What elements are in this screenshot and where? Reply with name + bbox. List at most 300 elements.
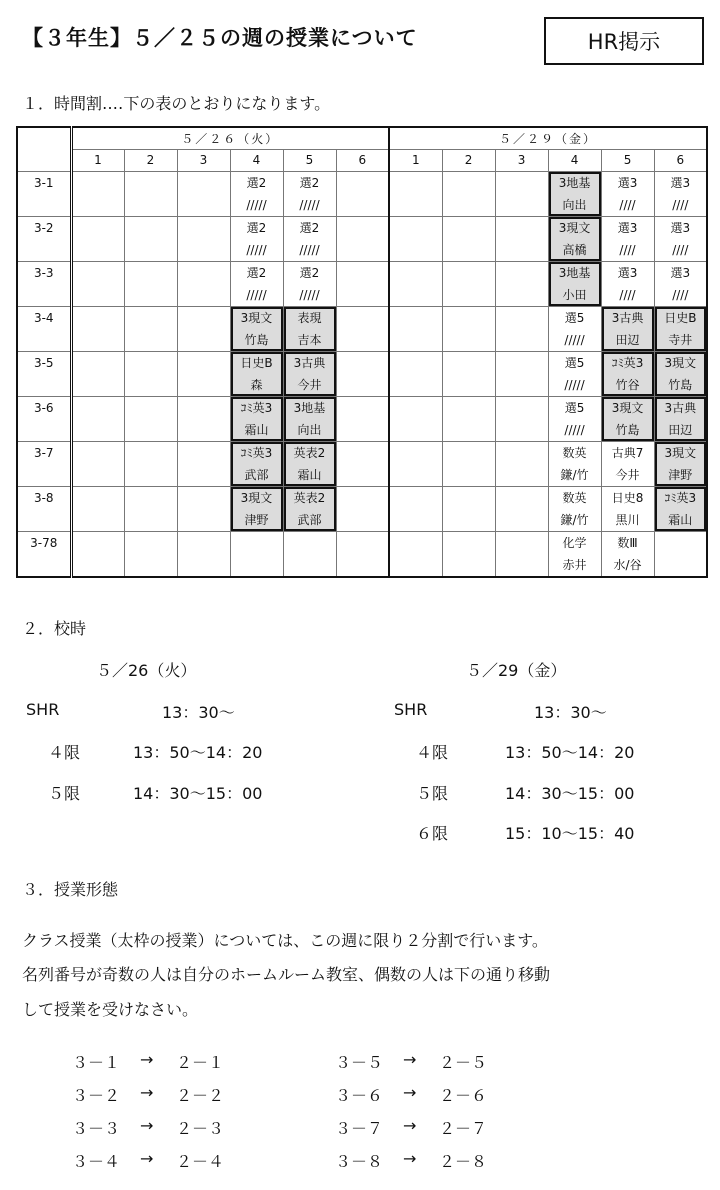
teacher-text: ///// — [246, 287, 267, 302]
subject-text: 3地基 — [558, 265, 591, 280]
subject-text — [390, 397, 442, 419]
timetable-cell — [654, 306, 707, 351]
timetable-cell — [495, 216, 548, 261]
subject-text: 選3 — [617, 220, 638, 235]
subject-text: 選3 — [617, 175, 638, 190]
subject-text — [73, 442, 124, 464]
timetable-cell — [230, 261, 283, 306]
arrow-icon: → — [403, 1116, 417, 1135]
teacher-text: 高橋 — [562, 242, 587, 257]
teacher-text — [390, 239, 442, 261]
period-header: 2 — [124, 149, 177, 171]
table-row — [17, 441, 707, 486]
teacher-text: ///// — [299, 242, 320, 257]
subject-text — [178, 352, 230, 374]
timetable-cell — [336, 486, 389, 531]
teacher-text — [390, 284, 442, 306]
subject-text — [125, 532, 177, 554]
teacher-text: 武部 — [244, 467, 269, 482]
timetable-cell — [177, 531, 230, 577]
timetable-cell — [389, 486, 442, 531]
teacher-text: //// — [672, 287, 689, 302]
teacher-text — [390, 329, 442, 351]
teacher-text — [178, 194, 230, 216]
subject-text — [125, 217, 177, 239]
timetable-cell — [177, 486, 230, 531]
teacher-text: //// — [619, 287, 636, 302]
timetable-cell — [654, 216, 707, 261]
teacher-text — [496, 194, 548, 216]
subject-text: 日史8 — [611, 490, 644, 505]
timetable-cell — [601, 441, 654, 486]
teacher-text: ///// — [564, 332, 585, 347]
subject-text: 3現文 — [240, 490, 273, 505]
subject-text — [73, 172, 124, 194]
period-header: 3 — [495, 149, 548, 171]
teacher-text — [496, 239, 548, 261]
timetable-cell — [389, 171, 442, 216]
subject-text: 数Ⅲ — [617, 535, 638, 550]
teacher-text — [125, 554, 177, 576]
day-header-fri: ５／２９（金） — [389, 127, 707, 149]
subject-text: 選3 — [670, 220, 691, 235]
teacher-text: 向出 — [297, 422, 322, 437]
subject-text — [178, 217, 230, 239]
subject-text — [496, 217, 548, 239]
teacher-text: 津野 — [244, 512, 269, 527]
teacher-text — [443, 284, 495, 306]
arrow-icon: → — [403, 1149, 417, 1168]
arrow-icon: → — [140, 1149, 154, 1168]
timetable-cell — [442, 306, 495, 351]
timetable-cell — [548, 171, 601, 216]
timetable-cell — [495, 396, 548, 441]
timetable-cell — [71, 351, 124, 396]
period-time: 13：50〜14：20 — [505, 743, 635, 762]
timetable-cell — [283, 396, 336, 441]
subject-text: 選3 — [670, 265, 691, 280]
timetable-cell — [654, 441, 707, 486]
subject-text — [73, 397, 124, 419]
teacher-text: 寺井 — [668, 332, 693, 347]
teacher-text — [178, 239, 230, 261]
teacher-text: ///// — [299, 197, 320, 212]
teacher-text — [390, 509, 442, 531]
subject-text — [337, 262, 389, 284]
instruction-line: クラス授業（太枠の授業）については、この週に限り２分割で行います。 — [22, 931, 548, 950]
subject-text — [496, 307, 548, 329]
subject-text — [125, 442, 177, 464]
teacher-text — [73, 509, 124, 531]
subject-text: 選5 — [564, 355, 585, 370]
class-label: 3-2 — [17, 216, 71, 261]
subject-text — [337, 172, 389, 194]
teacher-text: 霜山 — [244, 422, 269, 437]
timetable-cell — [124, 531, 177, 577]
teacher-text — [337, 239, 389, 261]
period-header: 3 — [177, 149, 230, 171]
timetable-cell — [495, 306, 548, 351]
subject-text — [231, 532, 283, 554]
timetable-cell — [124, 441, 177, 486]
subject-text — [390, 352, 442, 374]
subject-text — [178, 307, 230, 329]
teacher-text — [284, 554, 336, 576]
period-name: ５限 — [416, 784, 449, 803]
teacher-text — [125, 464, 177, 486]
class-label: 3-1 — [17, 171, 71, 216]
teacher-text: 武部 — [297, 512, 322, 527]
move-to: ２－２ — [176, 1086, 225, 1105]
teacher-text — [443, 464, 495, 486]
teacher-text: ///// — [246, 242, 267, 257]
teacher-text — [125, 509, 177, 531]
move-to: ２－８ — [439, 1152, 488, 1171]
timetable-cell — [177, 216, 230, 261]
timetable-cell — [336, 216, 389, 261]
teacher-text — [337, 374, 389, 396]
subject-text: 選2 — [299, 175, 320, 190]
period-header: 5 — [283, 149, 336, 171]
period-header: 6 — [336, 149, 389, 171]
bell-day-tue: ５／26（火） — [96, 661, 197, 680]
teacher-text: 水/谷 — [613, 557, 642, 572]
subject-text: 数英 — [562, 490, 587, 505]
timetable-cell — [389, 351, 442, 396]
teacher-text — [73, 284, 124, 306]
subject-text — [73, 262, 124, 284]
timetable-cell — [389, 216, 442, 261]
subject-text — [337, 352, 389, 374]
move-to: ２－７ — [439, 1119, 488, 1138]
move-from: ３－６ — [335, 1086, 384, 1105]
subject-text — [655, 532, 707, 554]
subject-text — [178, 442, 230, 464]
class-label: 3-78 — [17, 531, 71, 577]
timetable-cell — [654, 396, 707, 441]
timetable-cell — [601, 171, 654, 216]
subject-text: 英表2 — [293, 445, 326, 460]
timetable-cell — [654, 171, 707, 216]
teacher-text — [390, 464, 442, 486]
subject-text: ｺﾐ英3 — [240, 400, 273, 415]
timetable-cell — [283, 351, 336, 396]
table-row — [17, 486, 707, 531]
timetable-cell — [548, 531, 601, 577]
teacher-text — [390, 194, 442, 216]
teacher-text — [496, 464, 548, 486]
teacher-text: 赤井 — [562, 557, 587, 572]
move-from: ３－５ — [335, 1053, 384, 1072]
teacher-text: 今井 — [297, 377, 322, 392]
period-header: 1 — [71, 149, 124, 171]
subject-text: 日史B — [240, 355, 273, 370]
table-row — [17, 261, 707, 306]
table-row — [17, 171, 707, 216]
subject-text — [443, 217, 495, 239]
subject-text — [73, 217, 124, 239]
class-label: 3-5 — [17, 351, 71, 396]
timetable-cell — [230, 216, 283, 261]
period-header: 4 — [230, 149, 283, 171]
subject-text — [178, 532, 230, 554]
timetable-cell — [442, 441, 495, 486]
move-from: ３－４ — [72, 1152, 121, 1171]
timetable-cell — [336, 396, 389, 441]
timetable-cell — [230, 396, 283, 441]
timetable-cell — [548, 261, 601, 306]
timetable-cell — [442, 216, 495, 261]
subject-text — [337, 307, 389, 329]
timetable-cell — [124, 396, 177, 441]
timetable-cell — [177, 171, 230, 216]
subject-text — [496, 172, 548, 194]
teacher-text — [178, 329, 230, 351]
subject-text: 3古典 — [611, 310, 644, 325]
period-header: 1 — [389, 149, 442, 171]
teacher-text — [337, 284, 389, 306]
timetable-cell — [283, 261, 336, 306]
subject-text: 選3 — [617, 265, 638, 280]
day-header-tue: ５／２６（火） — [71, 127, 389, 149]
timetable-cell — [71, 171, 124, 216]
subject-text: 3地基 — [293, 400, 326, 415]
teacher-text — [178, 374, 230, 396]
subject-text — [178, 397, 230, 419]
timetable-cell — [548, 351, 601, 396]
instruction-line: 名列番号が奇数の人は自分のホームルーム教室、偶数の人は下の通り移動 — [22, 965, 551, 984]
move-to: ２－６ — [439, 1086, 488, 1105]
move-from: ３－３ — [72, 1119, 121, 1138]
subject-text — [443, 397, 495, 419]
subject-text: 3地基 — [558, 175, 591, 190]
teacher-text: 津野 — [668, 467, 693, 482]
timetable-cell — [230, 171, 283, 216]
teacher-text: 吉本 — [297, 332, 322, 347]
subject-text — [496, 262, 548, 284]
teacher-text: ///// — [564, 422, 585, 437]
teacher-text — [390, 554, 442, 576]
teacher-text — [655, 554, 707, 576]
timetable-cell — [601, 396, 654, 441]
timetable-cell — [71, 306, 124, 351]
subject-text — [496, 352, 548, 374]
arrow-icon: → — [140, 1083, 154, 1102]
teacher-text — [443, 554, 495, 576]
subject-text — [73, 487, 124, 509]
subject-text — [443, 487, 495, 509]
timetable-cell — [495, 486, 548, 531]
teacher-text — [178, 419, 230, 441]
timetable-cell — [71, 441, 124, 486]
timetable-cell — [283, 441, 336, 486]
teacher-text — [443, 239, 495, 261]
subject-text — [443, 262, 495, 284]
subject-text: 選2 — [246, 220, 267, 235]
subject-text — [443, 352, 495, 374]
timetable-cell — [654, 261, 707, 306]
subject-text: 3現文 — [664, 445, 697, 460]
subject-text — [443, 532, 495, 554]
bell-day-fri: ５／29（金） — [466, 661, 567, 680]
subject-text — [390, 217, 442, 239]
arrow-icon: → — [140, 1050, 154, 1069]
subject-text — [73, 532, 124, 554]
teacher-text — [496, 554, 548, 576]
timetable-cell — [548, 216, 601, 261]
subject-text — [496, 397, 548, 419]
timetable-cell — [495, 171, 548, 216]
period-name: ６限 — [416, 824, 449, 843]
timetable-cell — [177, 396, 230, 441]
teacher-text — [125, 374, 177, 396]
subject-text — [337, 397, 389, 419]
teacher-text: 田辺 — [615, 332, 640, 347]
timetable-cell — [177, 306, 230, 351]
move-from: ３－２ — [72, 1086, 121, 1105]
subject-text — [284, 532, 336, 554]
timetable-cell — [177, 351, 230, 396]
teacher-text — [337, 419, 389, 441]
timetable-cell — [601, 261, 654, 306]
period-name: SHR — [394, 700, 428, 719]
teacher-text: 竹島 — [244, 332, 269, 347]
hr-notice-label: HR掲示 — [587, 30, 661, 54]
timetable-cell — [601, 531, 654, 577]
teacher-text: 霜山 — [297, 467, 322, 482]
teacher-text: 鎌/竹 — [560, 467, 589, 482]
subject-text — [73, 352, 124, 374]
teacher-text — [73, 464, 124, 486]
teacher-text — [337, 329, 389, 351]
subject-text — [125, 172, 177, 194]
subject-text: 選5 — [564, 400, 585, 415]
timetable-cell — [124, 216, 177, 261]
timetable-cell — [336, 531, 389, 577]
period-header: 6 — [654, 149, 707, 171]
subject-text: 選2 — [299, 265, 320, 280]
timetable-cell — [654, 531, 707, 577]
timetable-cell — [124, 486, 177, 531]
subject-text: 数英 — [562, 445, 587, 460]
teacher-text: //// — [672, 197, 689, 212]
period-time: 14：30〜15：00 — [505, 784, 635, 803]
teacher-text: 霜山 — [668, 512, 693, 527]
teacher-text — [496, 419, 548, 441]
move-from: ３－７ — [335, 1119, 384, 1138]
teacher-text: 田辺 — [668, 422, 693, 437]
timetable-cell — [230, 486, 283, 531]
timetable-cell — [389, 441, 442, 486]
period-name: SHR — [26, 700, 60, 719]
teacher-text — [443, 509, 495, 531]
teacher-text: 竹島 — [615, 422, 640, 437]
subject-text: 選2 — [246, 265, 267, 280]
teacher-text: 黒川 — [615, 512, 640, 527]
subject-text: 選3 — [670, 175, 691, 190]
period-time: 15：10〜15：40 — [505, 824, 635, 843]
period-time: 13：30〜 — [534, 703, 607, 722]
subject-text — [125, 397, 177, 419]
teacher-text — [337, 509, 389, 531]
subject-text: 3現文 — [611, 400, 644, 415]
class-label: 3-4 — [17, 306, 71, 351]
arrow-icon: → — [403, 1050, 417, 1069]
timetable-cell — [177, 261, 230, 306]
timetable-cell — [548, 441, 601, 486]
teacher-text — [337, 554, 389, 576]
timetable-cell — [230, 441, 283, 486]
timetable-cell — [389, 531, 442, 577]
teacher-text: 鎌/竹 — [560, 512, 589, 527]
timetable-cell — [336, 261, 389, 306]
table-row — [17, 216, 707, 261]
class-label: 3-3 — [17, 261, 71, 306]
timetable-cell — [283, 306, 336, 351]
timetable-cell — [283, 486, 336, 531]
timetable-cell — [336, 171, 389, 216]
move-from: ３－１ — [72, 1053, 121, 1072]
period-header: 4 — [548, 149, 601, 171]
class-label: 3-6 — [17, 396, 71, 441]
teacher-text — [73, 194, 124, 216]
table-row — [17, 531, 707, 577]
section-heading-periods: ２．校時 — [22, 619, 87, 638]
period-header: 5 — [601, 149, 654, 171]
table-row — [17, 351, 707, 396]
teacher-text — [337, 464, 389, 486]
timetable-cell — [548, 486, 601, 531]
period-name: ４限 — [48, 743, 81, 762]
timetable-cell — [124, 261, 177, 306]
subject-text — [337, 487, 389, 509]
teacher-text — [125, 239, 177, 261]
subject-text — [496, 442, 548, 464]
subject-text — [73, 307, 124, 329]
subject-text — [178, 262, 230, 284]
subject-text — [390, 487, 442, 509]
teacher-text: 今井 — [615, 467, 640, 482]
period-name: ４限 — [416, 743, 449, 762]
timetable-cell — [442, 531, 495, 577]
teacher-text — [231, 554, 283, 576]
timetable-cell — [230, 351, 283, 396]
teacher-text: //// — [672, 242, 689, 257]
teacher-text — [73, 419, 124, 441]
teacher-text — [178, 284, 230, 306]
subject-text — [496, 532, 548, 554]
timetable-cell — [389, 306, 442, 351]
timetable-cell — [71, 396, 124, 441]
subject-text — [390, 307, 442, 329]
timetable-cell — [230, 306, 283, 351]
move-from: ３－８ — [335, 1152, 384, 1171]
subject-text — [443, 307, 495, 329]
subject-text: 3古典 — [293, 355, 326, 370]
period-time: 13：50〜14：20 — [133, 743, 263, 762]
subject-text — [390, 172, 442, 194]
page-title: 【３年生】５／２５の週の授業について — [22, 26, 418, 50]
timetable-cell — [124, 306, 177, 351]
timetable-cell — [389, 396, 442, 441]
move-to: ２－１ — [176, 1053, 225, 1072]
timetable-cell — [336, 441, 389, 486]
period-header: 2 — [442, 149, 495, 171]
timetable-cell — [601, 486, 654, 531]
subject-text — [390, 262, 442, 284]
period-time: 14：30〜15：00 — [133, 784, 263, 803]
instruction-line: して授業を受けなさい。 — [22, 1000, 199, 1019]
